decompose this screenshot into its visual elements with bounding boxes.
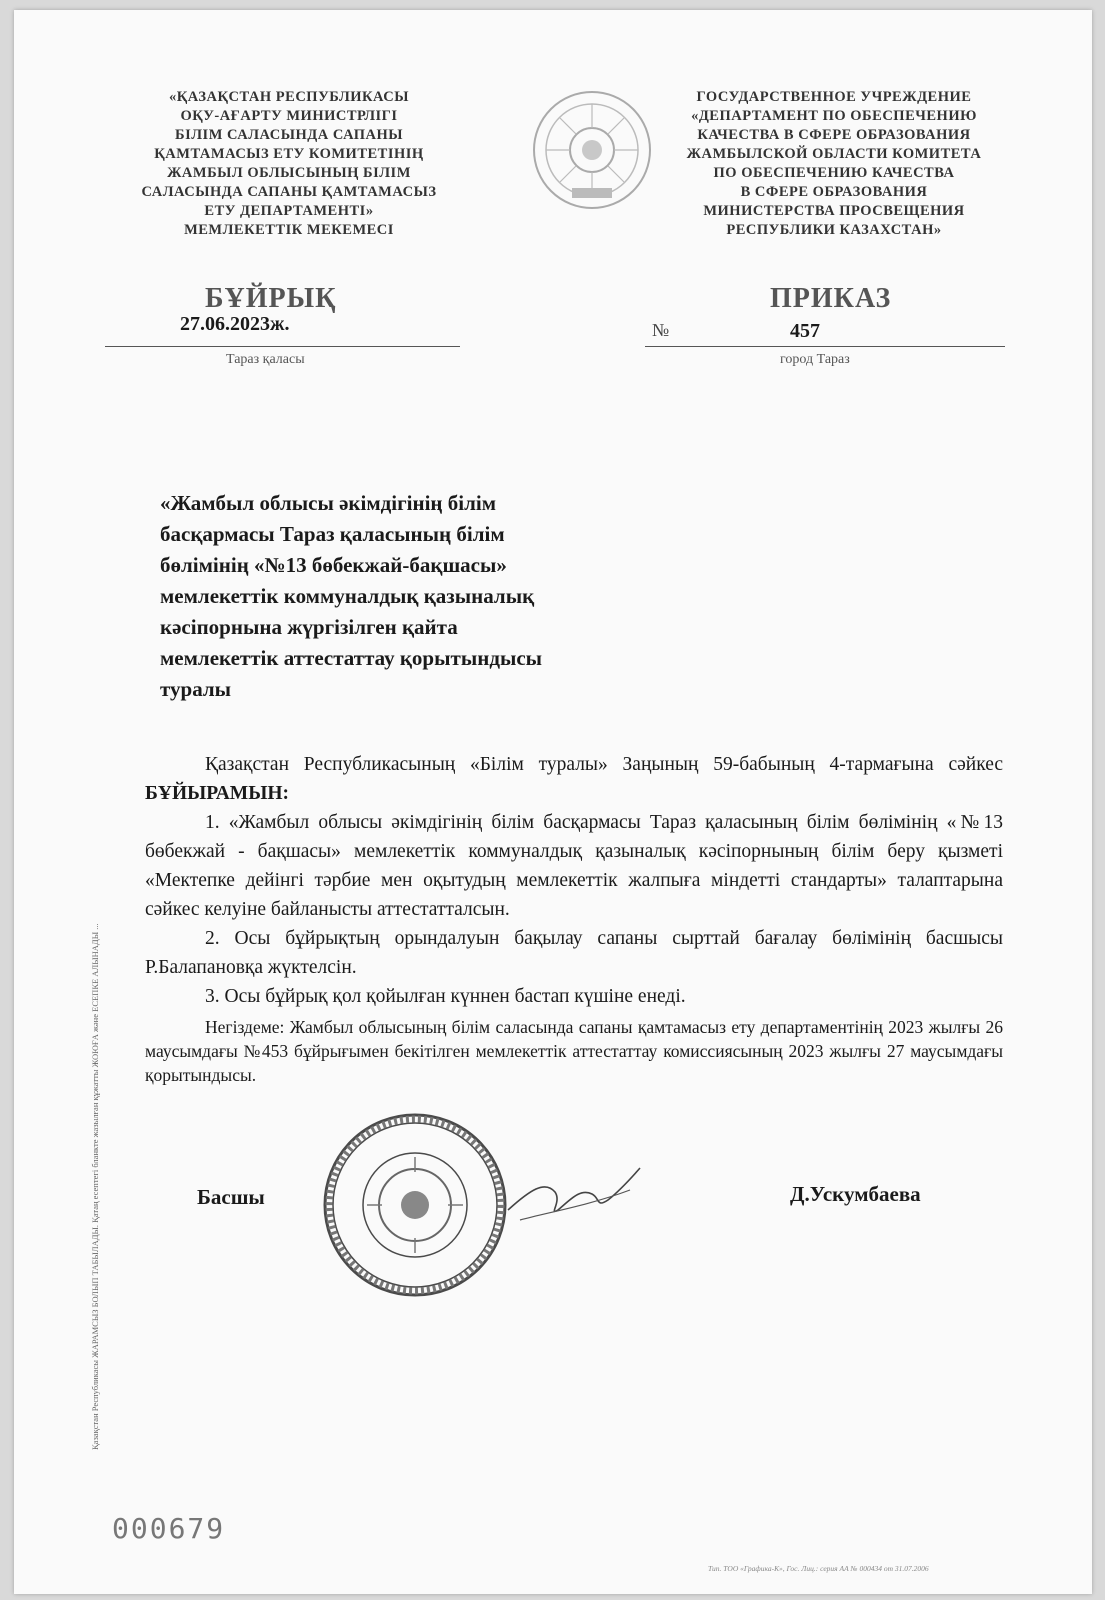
header-ru-line: ЖАМБЫЛСКОЙ ОБЛАСТИ КОМИТЕТА bbox=[686, 146, 982, 162]
margin-note: Қазақстан Республикасы ЖАРАМСЫЗ БОЛЫП ТАБЫЛАДЫ. Қатаң есептегі бланкте жазылған құжатты ЖОЮҒА және ЕСЕПКЕ АЛЫНАДЫ ... bbox=[90, 923, 100, 1450]
serial-number: 000679 bbox=[112, 1512, 226, 1545]
header-kz-line: ЖАМБЫЛ ОБЛЫСЫНЫҢ БІЛІМ bbox=[167, 165, 411, 181]
divider-right bbox=[645, 346, 1005, 347]
signatory-title: Басшы bbox=[197, 1185, 265, 1209]
header-kz-line: САЛАСЫНДА САПАНЫ ҚАМТАМАСЫЗ bbox=[141, 184, 437, 200]
header-ru-line: ПО ОБЕСПЕЧЕНИЮ КАЧЕСТВА bbox=[713, 165, 955, 181]
subject-line: «Жамбыл облысы әкімдігінің білім bbox=[160, 491, 497, 515]
order-number: 457 bbox=[790, 320, 820, 342]
header-ru bbox=[664, 88, 1004, 240]
official-seal-icon bbox=[320, 1110, 510, 1300]
basis-paragraph: Негіздеме: Жамбыл облысының білім саласында сапаны қамтамасыз ету департаментінің 2023 жылғы 26 маусымдағы №453 бұйрығымен бекітілген мемлекеттік аттестаттау комиссиясының 2023 жылғы 27 маусымдағы қорытындысы. bbox=[145, 1017, 1003, 1085]
header-kz-line: БІЛІМ САЛАСЫНДА САПАНЫ bbox=[175, 127, 403, 143]
order-title-kz: БҰЙРЫҚ bbox=[205, 283, 337, 314]
item-3: 3. Осы бұйрық қол қойылған күннен бастап күшіне енеді. bbox=[205, 986, 686, 1007]
handwritten-signature-icon bbox=[500, 1150, 650, 1230]
header-kz-line: МЕМЛЕКЕТТІК МЕКЕМЕСІ bbox=[184, 222, 394, 238]
intro-text: Қазақстан Республикасының «Білім туралы» Заңының 59-бабының 4-тармағына сәйкес bbox=[205, 754, 1003, 775]
header-kz-line: ОҚУ-АҒАРТУ МИНИСТРЛІГІ bbox=[180, 108, 398, 124]
intro-paragraph bbox=[145, 750, 1003, 808]
header-ru-line: В СФЕРЕ ОБРАЗОВАНИЯ bbox=[740, 184, 928, 200]
subject-line: мемлекеттік коммуналдық қазыналық bbox=[160, 584, 535, 608]
divider-left bbox=[105, 346, 460, 347]
subject-line: туралы bbox=[160, 677, 232, 701]
print-note: Тип. ТОО «Графика-К», Гос. Лиц.: серия АА № 000434 от 31.07.2006 bbox=[708, 1564, 929, 1573]
header-kz-line: «ҚАЗАҚСТАН РЕСПУБЛИКАСЫ bbox=[168, 89, 409, 105]
order-date: 27.06.2023ж. bbox=[180, 313, 290, 335]
item-1: 1. «Жамбыл облысы әкімдігінің білім басқармасы Тараз қаласының білім бөлімінің «№13 бөбекжай - бақшасы» мемлекеттік коммуналдық қазыналық кәсіпорнының білім беру қызметі «Мектепке дейінгі тәрбие мен оқытудың мемлекеттік жалпыға міндетті стандарты» талаптарына сәйкес келуіне байланысты аттестатталсын. bbox=[145, 812, 1003, 920]
signatory-name: Д.Ускумбаева bbox=[790, 1182, 921, 1206]
item-2: 2. Осы бұйрықтың орындалуын бақылау сапаны сырттай бағалау бөлімінің басшысы Р.Балапановқа жүктелсін. bbox=[145, 928, 1003, 978]
order-body bbox=[145, 750, 1003, 1087]
subject-line: кәсіпорнына жүргізілген қайта bbox=[160, 615, 458, 639]
order-title-ru: ПРИКАЗ bbox=[770, 283, 892, 314]
order-verb: БҰЙЫРАМЫН: bbox=[145, 783, 290, 804]
header-ru-line: РЕСПУБЛИКИ КАЗАХСТАН» bbox=[726, 222, 942, 238]
header-kz-line: ЕТУ ДЕПАРТАМЕНТІ» bbox=[204, 203, 374, 219]
header-ru-line: ГОСУДАРСТВЕННОЕ УЧРЕЖДЕНИЕ bbox=[696, 89, 972, 105]
state-emblem-icon bbox=[530, 88, 654, 212]
number-sign: № bbox=[652, 320, 670, 340]
header-kz bbox=[124, 88, 454, 240]
city-kz: Тараз қаласы bbox=[226, 352, 305, 367]
header-ru-line: КАЧЕСТВА В СФЕРЕ ОБРАЗОВАНИЯ bbox=[697, 127, 971, 143]
subject-line: бөлімінің «№13 бөбекжай-бақшасы» bbox=[160, 553, 507, 577]
order-subject bbox=[160, 488, 640, 705]
header-kz-line: ҚАМТАМАСЫЗ ЕТУ КОМИТЕТІНІҢ bbox=[154, 146, 424, 162]
header-ru-line: МИНИСТЕРСТВА ПРОСВЕЩЕНИЯ bbox=[703, 203, 965, 219]
header-ru-line: «ДЕПАРТАМЕНТ ПО ОБЕСПЕЧЕНИЮ bbox=[691, 108, 977, 124]
subject-line: басқармасы Тараз қаласының білім bbox=[160, 522, 505, 546]
city-ru: город Тараз bbox=[780, 352, 850, 367]
subject-line: мемлекеттік аттестаттау қорытындысы bbox=[160, 646, 543, 670]
